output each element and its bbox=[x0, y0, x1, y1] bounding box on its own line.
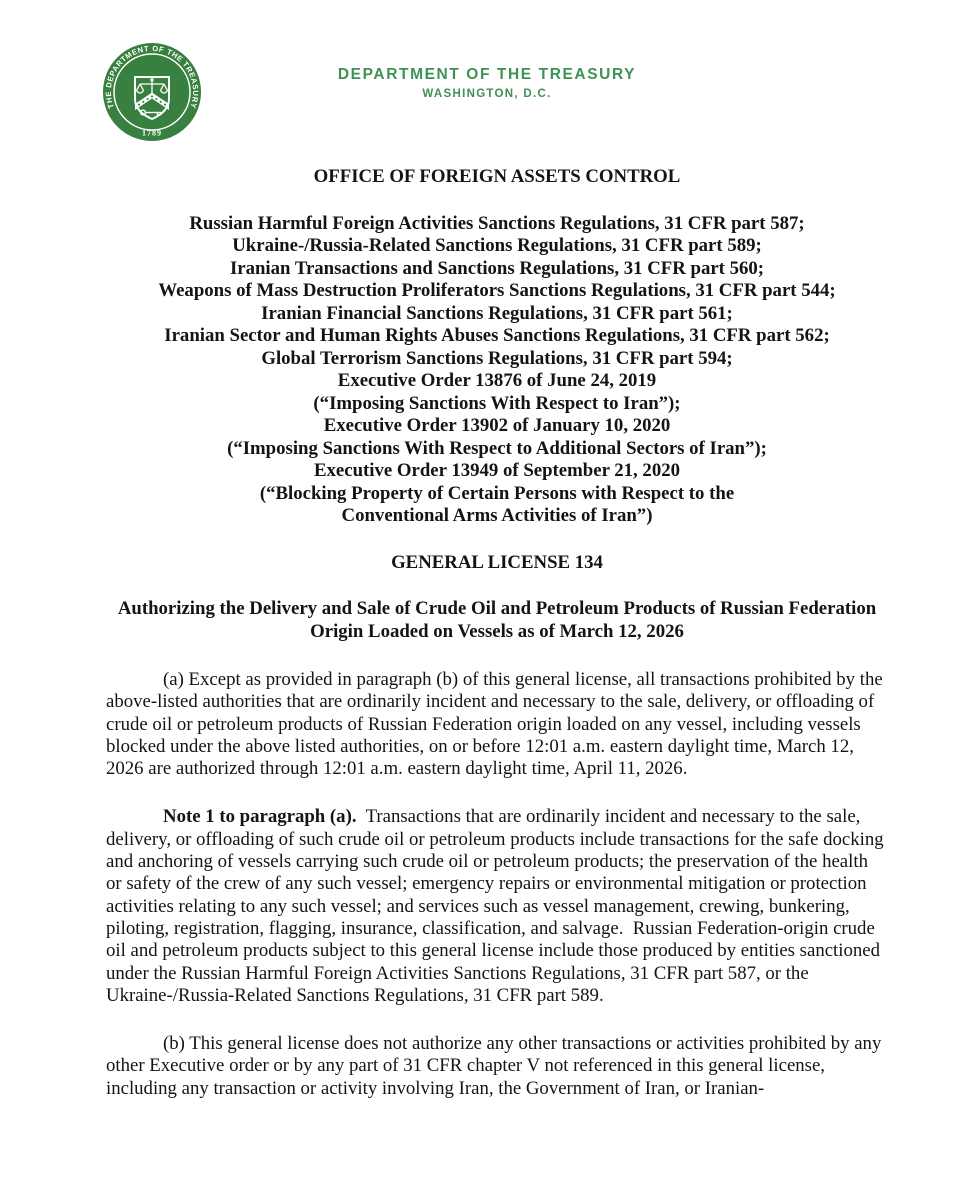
agency-title: OFFICE OF FOREIGN ASSETS CONTROL bbox=[313, 166, 681, 187]
authority-line: Iranian Sector and Human Rights Abuses Sanctions Regulations, 31 CFR part 562; bbox=[164, 325, 830, 346]
seal-year: 1789 bbox=[142, 128, 162, 138]
authority-line: Ukraine-/Russia-Related Sanctions Regulations, 31 CFR part 589; bbox=[232, 235, 762, 256]
department-name: DEPARTMENT OF THE TREASURY bbox=[337, 66, 637, 83]
authority-line: Russian Harmful Foreign Activities Sanctions Regulations, 31 CFR part 587; bbox=[189, 212, 805, 234]
license-title: GENERAL LICENSE 134 bbox=[391, 551, 603, 573]
authority-line: Executive Order 13876 of June 24, 2019 bbox=[337, 370, 657, 391]
document-body bbox=[106, 166, 888, 1100]
letterhead bbox=[0, 0, 974, 150]
authority-line: Iranian Financial Sanctions Regulations, 31 CFR part 561; bbox=[261, 302, 733, 324]
authority-line: Weapons of Mass Destruction Proliferators Sanctions Regulations, 31 CFR part 544; bbox=[158, 280, 836, 301]
authority-line: Iranian Transactions and Sanctions Regulations, 31 CFR part 560; bbox=[229, 257, 765, 279]
paragraph-a: (a) Except as provided in paragraph (b) of this general license, all transactions prohibited by the above-listed authorities that are ordinarily incident and necessary to the sale, delivery, or offloading of crude oil or petroleum products of Russian Federation origin loaded on any vessel, including vessels blocked under the above listed authorities, on or before 12:01 a.m. eastern daylight time, March 12, 2026 are authorized through 12:01 a.m. eastern daylight time, April 11, 2026. bbox=[106, 669, 888, 780]
authority-line: Executive Order 13949 of September 21, 2020 bbox=[313, 460, 680, 481]
note-1-label: Note 1 to paragraph (a). bbox=[163, 806, 357, 828]
authority-line: (“Blocking Property of Certain Persons with Respect to the bbox=[259, 482, 735, 504]
seal-circumference-text: THE DEPARTMENT OF THE TREASURY bbox=[103, 43, 201, 110]
authorities-list bbox=[106, 213, 888, 528]
authority-line: Global Terrorism Sanctions Regulations, 31 CFR part 594; bbox=[261, 347, 733, 369]
authority-line: Executive Order 13902 of January 10, 2020 bbox=[323, 415, 671, 436]
letterhead-text-block bbox=[0, 66, 974, 100]
note-1-text: Transactions that are ordinarily incident and necessary to the sale, delivery, or offloading of such crude oil or petroleum products include transactions for the safe docking and anchoring of vessels carrying such crude oil or petroleum products; the preservation of the health or safety of the crew of any such vessel; emergency repairs or environmental mitigation or protection activities relating to any such vessel; and services such as vessel management, crewing, bunkering, piloting, registration, flagging, insurance, classification, and salvage. Russian Federation-origin crude oil and petroleum products subject to this general license include those produced by entities sanctioned under the Russian Harmful Foreign Activities Sanctions Regulations, 31 CFR part 587, or the Ukraine-/Russia-Related Sanctions Regulations, 31 CFR part 589. bbox=[106, 806, 889, 1006]
authority-line: (“Imposing Sanctions With Respect to Iran”); bbox=[313, 392, 681, 414]
license-subject: Authorizing the Delivery and Sale of Crude Oil and Petroleum Products of Russian Federation Origin Loaded on Vessels as of March 12, 2026 bbox=[117, 598, 877, 642]
paragraph-note-1 bbox=[106, 806, 888, 1007]
department-location: WASHINGTON, D.C. bbox=[422, 88, 552, 100]
paragraph-b: (b) This general license does not authorize any other transactions or activities prohibited by any other Executive order or by any part of 31 CFR chapter V not referenced in this general license, including any transaction or activity involving Iran, the Government of Iran, or Iranian- bbox=[106, 1033, 887, 1099]
authority-line: (“Imposing Sanctions With Respect to Additional Sectors of Iran”); bbox=[227, 437, 767, 459]
authority-line: Conventional Arms Activities of Iran”) bbox=[341, 505, 653, 526]
